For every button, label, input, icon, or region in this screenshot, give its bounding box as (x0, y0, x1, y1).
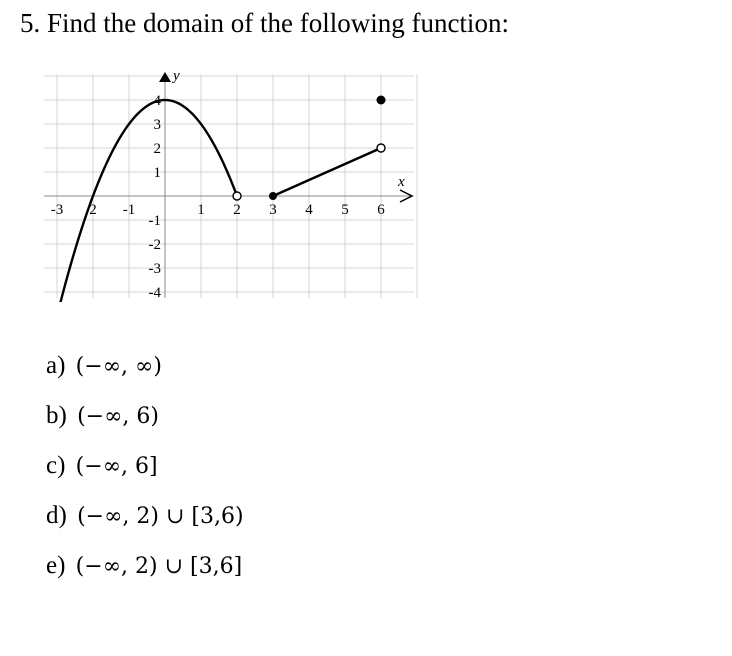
closed-endpoint (269, 192, 277, 200)
choice-e[interactable] (46, 552, 242, 580)
x-tick-label: -3 (50, 202, 64, 218)
choice-e-label: e) (46, 552, 66, 579)
choice-a-answer: (−∞, ∞) (75, 354, 162, 379)
x-tick-label: 5 (341, 202, 349, 218)
x-tick-label: 6 (377, 202, 385, 218)
x-tick-label: 2 (89, 202, 97, 218)
choice-d[interactable] (46, 502, 244, 530)
function-curves (55, 100, 381, 302)
y-tick-label: 3 (153, 117, 161, 133)
choice-d-label: d) (46, 502, 67, 529)
choice-c-answer: (−∞, 6] (75, 454, 158, 479)
choice-c[interactable] (46, 452, 158, 480)
y-tick-label: 4 (153, 93, 161, 109)
x-tick-label: 2 (233, 202, 241, 218)
y-tick-label: -4 (148, 285, 161, 301)
y-tick-label: -3 (148, 261, 161, 277)
choice-c-label: c) (46, 452, 66, 479)
x-axis-label: x (398, 174, 405, 190)
choice-e-answer: (−∞, 2) ∪ [3,6] (75, 554, 243, 579)
choice-b-label: b) (46, 402, 67, 429)
y-axis-label: y (173, 68, 180, 84)
y-tick-label: 1 (153, 165, 161, 181)
y-axis-arrow-icon (159, 72, 171, 82)
choice-b[interactable] (46, 402, 159, 430)
y-tick-label: 2 (153, 141, 161, 157)
open-endpoint (233, 192, 241, 200)
choice-a-label: a) (46, 352, 66, 379)
x-tick-label: 4 (305, 202, 313, 218)
parabola-curve (57, 100, 237, 302)
grid (44, 74, 417, 298)
closed-point (377, 96, 386, 105)
choice-a[interactable] (46, 352, 162, 380)
x-tick-label: -1 (122, 202, 136, 218)
question-text: 5. Find the domain of the following function: (20, 8, 509, 38)
function-graph (40, 66, 420, 302)
x-tick-label: 1 (197, 202, 205, 218)
x-tick-label: 3 (269, 202, 277, 218)
open-endpoint (377, 144, 385, 152)
choice-b-answer: (−∞, 6) (77, 404, 159, 429)
y-tick-label: -2 (148, 237, 161, 253)
choice-d-answer: (−∞, 2) ∪ [3,6) (77, 504, 244, 529)
y-tick-label: -1 (148, 213, 161, 229)
